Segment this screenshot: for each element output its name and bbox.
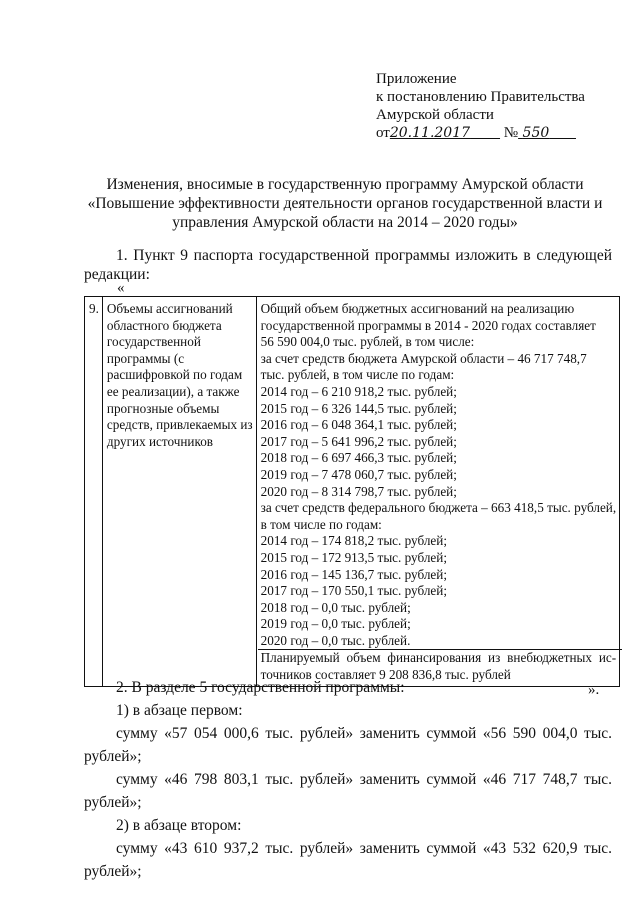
- item-1-paragraph: [84, 247, 612, 284]
- content-line: точников составляет 9 208 836,8 тыс. рублей: [260, 667, 511, 683]
- document-title: [80, 175, 610, 232]
- content-line: 2014 год – 174 818,2 тыс. рублей;: [260, 533, 447, 549]
- appendix-from-prefix: от: [376, 125, 390, 141]
- section-5-changes: [84, 676, 612, 883]
- content-line: 2020 год – 8 314 798,7 тыс. рублей;: [260, 483, 457, 499]
- item-1-line-1: 1. Пункт 9 паспорта государственной программы изложить в следующей: [116, 247, 612, 264]
- appendix-line-2: к постановлению Правительства: [376, 89, 585, 105]
- content-line: за счет средств бюджета Амурской области – 46 717 748,7: [260, 350, 587, 366]
- content-line: 2015 год – 172 913,5 тыс. рублей;: [260, 549, 447, 565]
- content-line: за счет средств федерального бюджета – 663 418,5 тыс. рублей,: [260, 500, 617, 516]
- content-line: 56 590 004,0 тыс. рублей, в том числе:: [260, 334, 475, 350]
- paragraph-1-change-a: сумму «57 054 000,6 тыс. рублей» заменить суммой «56 590 004,0 тыс.: [116, 725, 612, 742]
- paragraph-2-change-a: сумму «43 610 937,2 тыс. рублей» заменить суммой «43 532 620,9 тыс.: [116, 840, 612, 857]
- table-row: [85, 297, 620, 687]
- name-line: областного бюджета: [106, 317, 222, 333]
- content-line: 2014 год – 6 210 918,2 тыс. рублей;: [260, 383, 457, 399]
- item-1-line-2: редакции:: [84, 265, 150, 283]
- name-line: программы (с: [106, 350, 185, 366]
- appendix-number-prefix: №: [503, 125, 519, 141]
- content-line: 2018 год – 6 697 466,3 тыс. рублей;: [260, 450, 457, 466]
- name-line: Объемы ассигнований: [106, 301, 233, 316]
- name-line: прогнозные объемы: [106, 400, 220, 416]
- content-line: 2019 год – 0,0 тыс. рублей;: [260, 616, 411, 632]
- content-line: Планируемый объем финансирования из внебюджетных ис-: [260, 650, 617, 666]
- paragraph-1-change-a-end: рублей»;: [84, 748, 142, 765]
- name-line: других источников: [106, 433, 214, 449]
- content-line: 2016 год – 145 136,7 тыс. рублей;: [260, 566, 447, 582]
- name-line: средств, привлекаемых из: [106, 417, 253, 433]
- name-line: государственной: [106, 334, 201, 350]
- passport-row-name: [102, 297, 256, 687]
- appendix-date-line: [376, 124, 626, 142]
- paragraph-1-change-b-end: рублей»;: [84, 794, 142, 811]
- content-line: в том числе по годам:: [260, 516, 382, 532]
- content-line: 2018 год – 0,0 тыс. рублей;: [260, 599, 411, 615]
- content-line: 2017 год – 170 550,1 тыс. рублей;: [260, 583, 447, 599]
- quote-open: «: [117, 280, 125, 296]
- content-line: 2020 год – 0,0 тыс. рублей.: [260, 632, 411, 648]
- content-line: 2015 год – 6 326 144,5 тыс. рублей;: [260, 400, 457, 416]
- passport-row-content: [256, 297, 620, 687]
- name-line: расшифровкой по годам: [106, 367, 243, 383]
- content-line: государственной программы в 2014 - 2020 годах составляет: [260, 317, 596, 333]
- paragraph-2-label: 2) в абзаце втором:: [116, 817, 242, 834]
- quote-close: ».: [588, 682, 600, 698]
- appendix-block: [376, 70, 626, 142]
- name-line: ее реализации), а также: [106, 383, 240, 399]
- appendix-line-3: Амурской области: [376, 107, 494, 123]
- content-line: 2019 год – 7 478 060,7 тыс. рублей;: [260, 466, 457, 482]
- title-line-1: Изменения, вносимые в государственную программу Амурской области: [106, 176, 584, 193]
- paragraph-2-change-a-end: рублей»;: [84, 863, 142, 880]
- title-line-2: «Повышение эффективности деятельности органов государственной власти и: [87, 195, 603, 212]
- paragraph-1-label: 1) в абзаце первом:: [116, 702, 243, 719]
- content-line: 2016 год – 6 048 364,1 тыс. рублей;: [260, 417, 457, 433]
- section-5-intro: 2. В разделе 5 государственной программы:: [116, 679, 405, 696]
- appendix-line-1: Приложение: [376, 71, 457, 87]
- content-line: Общий объем бюджетных ассигнований на реализацию: [260, 301, 575, 316]
- paragraph-1-change-b: сумму «46 798 803,1 тыс. рублей» заменить суммой «46 717 748,7 тыс.: [116, 771, 612, 788]
- content-line: тыс. рублей, в том числе по годам:: [260, 367, 455, 383]
- content-line: 2017 год – 5 641 996,2 тыс. рублей;: [260, 433, 457, 449]
- appendix-date: 20.11.2017: [389, 125, 471, 141]
- appendix-number: 550: [522, 125, 550, 141]
- passport-table: [84, 296, 620, 687]
- passport-row-number: 9.: [85, 297, 103, 687]
- title-line-3: управления Амурской области на 2014 – 2020 годы»: [172, 214, 518, 231]
